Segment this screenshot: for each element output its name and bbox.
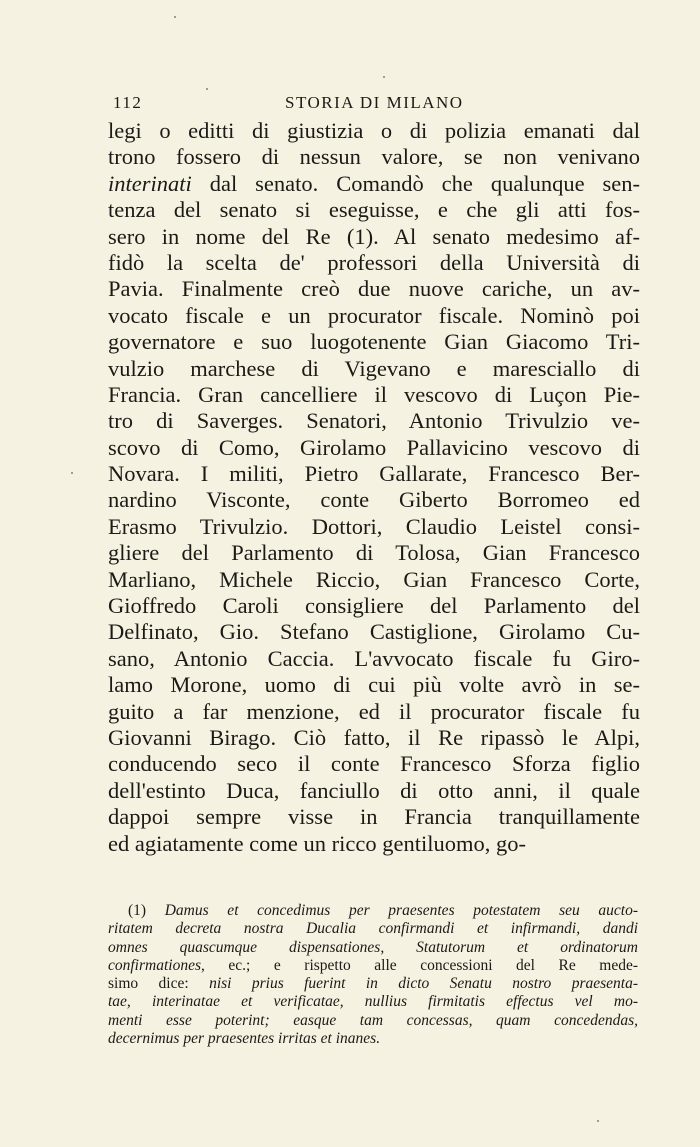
paper-speck: [174, 16, 176, 18]
text-line: Novara. I militi, Pietro Gallarate, Francesco Ber-: [108, 461, 640, 487]
text-line: Pavia. Finalmente creò due nuove cariche, un av-: [108, 276, 640, 302]
footnote-line: confirmationes, ec.; e rispetto alle concessioni del Re mede-: [108, 956, 638, 974]
footnote-line: simo dice: nisi prius fuerint in dicto Senatu nostro praesenta-: [108, 975, 638, 993]
text-line: Delfinato, Gio. Stefano Castiglione, Girolamo Cu-: [108, 619, 640, 645]
text-line: interinati dal senato. Comandò che qualunque sen-: [108, 170, 640, 196]
text-line: Erasmo Trivulzio. Dottori, Claudio Leistel consi-: [108, 513, 640, 539]
text-line: sano, Antonio Caccia. L'avvocato fiscale fu Giro-: [108, 645, 640, 671]
text-line: guito a far menzione, ed il procurator fiscale fu: [108, 698, 640, 724]
text-line: nardino Visconte, conte Giberto Borromeo ed: [108, 487, 640, 513]
text-line: fidò la scelta de' professori della Università di: [108, 249, 640, 275]
text-line: sero in nome del Re (1). Al senato medesimo af-: [108, 223, 640, 249]
text-line: trono fossero di nessun valore, se non venivano: [108, 144, 640, 170]
footnote-line: tae, interinatae et verificatae, nullius firmitatis effectus vel mo-: [108, 993, 638, 1011]
text-line: vulzio marchese di Vigevano e maresciallo di: [108, 355, 640, 381]
paper-speck: [597, 1120, 599, 1122]
footnote: [108, 902, 638, 1048]
running-title: STORIA DI MILANO: [285, 93, 464, 112]
footnote-line: (1) Damus et concedimus per praesentes potestatem seu aucto-: [128, 902, 638, 919]
text-line: vocato fiscale e un procurator fiscale. Nominò poi: [108, 302, 640, 328]
text-line: ed agiatamente come un ricco gentiluomo, go-: [108, 830, 526, 856]
main-text: [108, 118, 640, 857]
text-line: Gioffredo Caroli consigliere del Parlamento del: [108, 593, 640, 619]
text-line: dappoi sempre visse in Francia tranquillamente: [108, 804, 640, 830]
text-line: Marliano, Michele Riccio, Gian Francesco Corte,: [108, 566, 640, 592]
text-line: governatore e suo luogotenente Gian Giacomo Tri-: [108, 329, 640, 355]
text-line: gliere del Parlamento di Tolosa, Gian Francesco: [108, 540, 640, 566]
text-line: dell'estinto Duca, fanciullo di otto anni, il quale: [108, 777, 640, 803]
text-line: lamo Morone, uomo di cui più volte avrò in se-: [108, 672, 640, 698]
paper-speck: [383, 76, 385, 78]
text-line: Giovanni Birago. Ciò fatto, il Re ripassò le Alpi,: [108, 724, 640, 750]
text-line: conducendo seco il conte Francesco Sforza figlio: [108, 751, 640, 777]
footnote-line: ritatem decreta nostra Ducalia confirmandi et infirmandi, dandi: [108, 920, 638, 938]
paper-speck: [71, 472, 73, 474]
footnote-line: menti esse poterint; easque tam concessas, quam concedendas,: [108, 1011, 638, 1029]
footnote-line: decernimus per praesentes irritas et inanes.: [108, 1030, 381, 1048]
text-line: tro di Saverges. Senatori, Antonio Trivulzio ve-: [108, 408, 640, 434]
text-line: scovo di Como, Girolamo Pallavicino vescovo di: [108, 434, 640, 460]
page-number: 112: [113, 93, 143, 112]
text-line: legi o editti di giustizia o di polizia emanati dal: [108, 118, 640, 143]
footnote-line: omnes quascumque dispensationes, Statutorum et ordinatorum: [108, 938, 638, 956]
paper-speck: [206, 88, 208, 90]
text-line: tenza del senato si eseguisse, e che gli atti fos-: [108, 197, 640, 223]
text-line: Francia. Gran cancelliere il vescovo di Luçon Pie-: [108, 381, 640, 407]
